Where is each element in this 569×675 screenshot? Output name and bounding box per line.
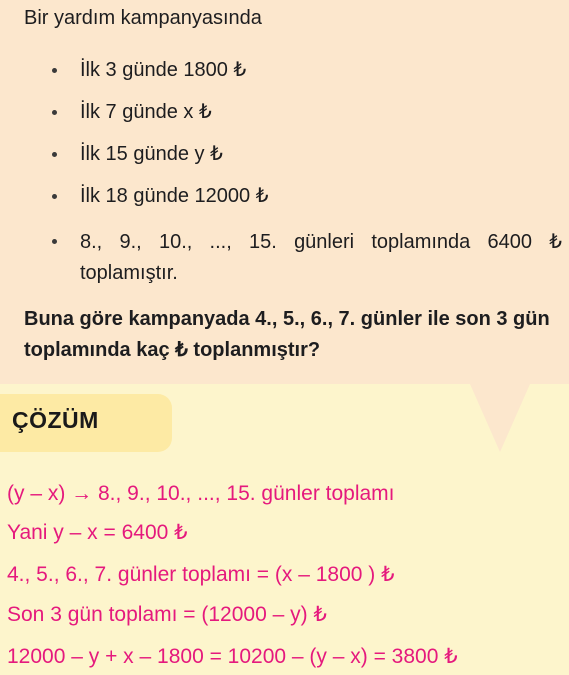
solution-line: (y – x) → 8., 9., 10., ..., 15. günler toplamı: [7, 482, 395, 505]
question-text: Buna göre kampanyada 4., 5., 6., 7. günler ile son 3 gün toplamında kaç ₺ toplanmıştır?: [24, 308, 550, 361]
bullet-dot-icon: [52, 110, 57, 115]
bullet-dot-icon: [52, 152, 57, 157]
list-item-text: İlk 18 günde 12000 ₺: [80, 185, 269, 207]
list-item-text: İlk 3 günde 1800 ₺: [80, 59, 247, 81]
bullet-dot-icon: [52, 194, 57, 199]
list-item-text: İlk 7 günde x ₺: [80, 101, 212, 123]
list-item-text: İlk 15 günde y ₺: [80, 143, 223, 165]
solution-title: ÇÖZÜM: [12, 407, 99, 433]
problem-intro: Bir yardım kampanyasında: [24, 7, 262, 29]
bullet-dot-icon: [52, 239, 57, 244]
solution-line: 4., 5., 6., 7. günler toplamı = (x – 1800 ) ₺: [7, 563, 395, 586]
bullet-dot-icon: [52, 68, 57, 73]
solution-line: Yani y – x = 6400 ₺: [7, 521, 188, 544]
solution-line: 12000 – y + x – 1800 = 10200 – (y – x) = 3800 ₺: [7, 645, 458, 668]
solution-line: Son 3 gün toplamı = (12000 – y) ₺: [7, 603, 327, 626]
callout-notch: [470, 384, 530, 452]
list-item-text: 8., 9., 10., ..., 15. günleri toplamında 6400 ₺ toplamıştır.: [80, 231, 562, 284]
